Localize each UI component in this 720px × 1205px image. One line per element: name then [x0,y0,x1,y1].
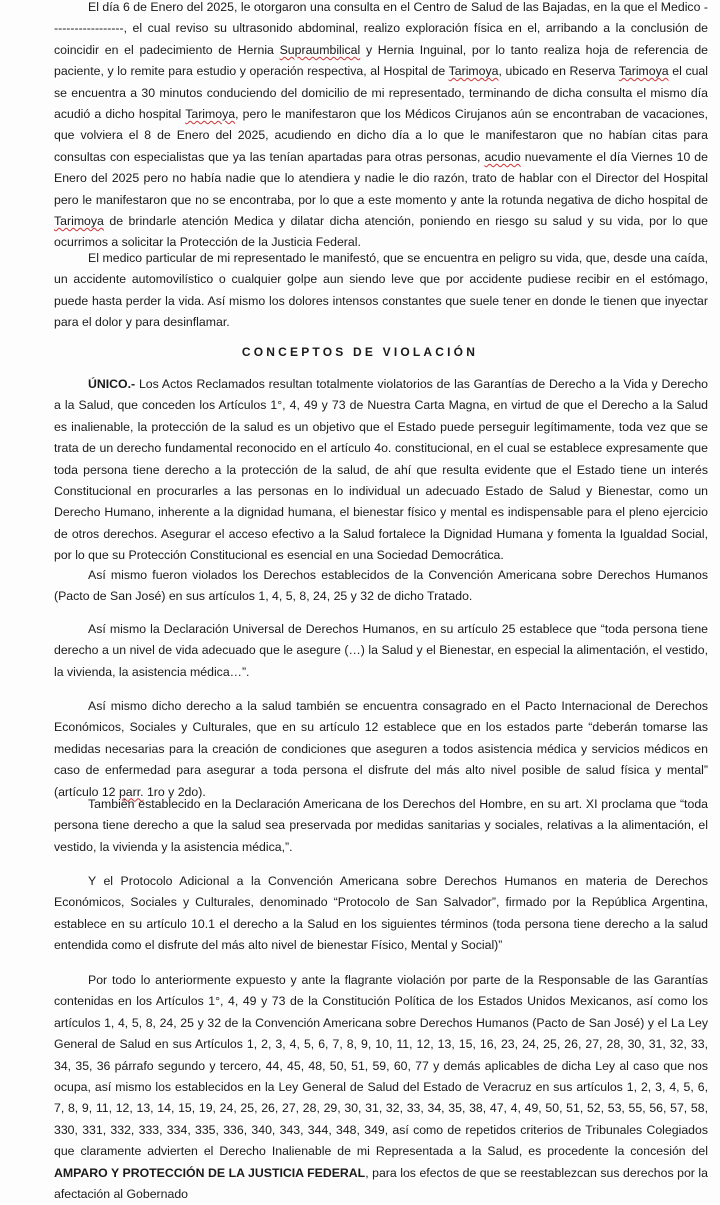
section-heading: CONCEPTOS DE VIOLACIÓN [241,345,479,359]
text-run: , para los efectos de que se reestablezcan sus derechos por la afectación al Gobernado [54,1165,708,1202]
spellcheck-word: Supraumbilical [279,42,361,57]
paragraph-pacto-san-jose: Así mismo fueron violados los Derechos establecidos de la Convención Americana sobre Derechos Humanos (Pacto de San José) en sus artículos 1, 4, 5, 8, 24, 25 y 32 de dicho Tratado. [54,568,708,604]
spellcheck-word: Tarimoya [185,107,236,122]
paragraph-declaracion-americana: También establecido en la Declaración Americana de los Derechos del Hombre, en su art. XI proclama que “toda persona tiene derecho a que la salud sea preservada por medidas sanitarias y sociales, relativas a la alimentación, el vestido, la vivienda y la asistencia médica,”. [54,797,708,854]
spellcheck-word: acudio [484,149,521,164]
text-run: nuevamente el día Viernes 10 de Enero del 2025 pero no había nadie que lo atendiera y nadie le dio razón, trato de hablar con el Director del Hospital pero le manifestaron que no se encontraba, por lo que a este momento y ante la rotunda negativa de dicho hospital de [54,149,708,207]
text-run: , ubicado en Reserva [498,64,619,79]
paragraph-unico [54,374,708,567]
spellcheck-word: parr. [118,784,144,799]
spellcheck-word: Tarimoya [54,214,104,229]
text-run: 1ro y 2do). [143,784,206,799]
paragraph-conclusion [54,970,708,1205]
text-run: Por todo lo anteriormente expuesto y ante la flagrante violación por parte de la Responsable de las Garantías contenidas en los Artículos 1°, 4, 49 y 73 de la Constitución Política de los Estados Unidos Mexicanos, así como los artículos 1, 4, 5, 8, 24, 25 y 32 de la Convención Americana sobre Derechos Humanos (Pacto de San José) y el La Ley General de Salud en sus Artículos 1, 2, 3, 4, 5, 6, 7, 8, 9, 10, 11, 12, 13, 15, 16, 23, 24, 25, 26, 27, 28, 30, 31, 32, 33, 34, 35, 36 párrafo segundo y tercero, 44, 45, 48, 50, 51, 59, 60, 77 y demás aplicables de dicha Ley al caso que nos ocupa, así mismo los establecidos en la Ley General de Salud del Estado de Veracruz en sus artículos 1, 2, 3, 4, 5, 6, 7, 8, 9, 11, 12, 13, 14, 15, 19, 24, 25, 26, 27, 28, 29, 30, 31, 32, 33, 34, 35, 38, 47, 4, 49, 50, 51, 52, 53, 55, 56, 57, 58, 330, 331, 332, 333, 334, 335, 336, 340, 343, 344, 348, 349, así como de repetidos criterios de Tribunales Colegiados que claramente advierten el Derecho Inalienable de mi Representada a la Salud, es procedente la concesión del [54,973,708,1159]
paragraph-protocolo-san-salvador: Y el Protocolo Adicional a la Convención Americana sobre Derechos Humanos en materia de Derechos Económicos, Sociales y Culturales, denominado “Protocolo de San Salvador”, firmado por la República Argentina, establece en su artículo 10.1 el derecho a la Salud en los siguientes términos (toda persona tiene derecho a la salud entendida como el disfrute del más alto nivel de bienestar Físico, Mental y Social)” [54,874,708,953]
spellcheck-word: Tarimoya [618,64,669,79]
paragraph-pacto-internacional [54,696,708,803]
spellcheck-word: Tarimoya [448,64,499,79]
text-run: Así mismo dicho derecho a la salud también se encuentra consagrado en el Pacto Internacional de Derechos Económicos, Sociales y Culturales, que en su artículo 12 establece que en los estados parte “deberán tomarse las medidas necesarias para la creación de condiciones que aseguren a todos asistencia médica y servicios médicos en caso de enfermedad para asegurar a toda persona el disfrute del más alto nivel posible de salud física y mental” (artículo 12 [54,699,708,799]
paragraph-declaracion-universal: Así mismo la Declaración Universal de Derechos Humanos, en su artículo 25 establece que “toda persona tiene derecho a un nivel de vida adecuado que le asegure (…) la Salud y el Bienestar, en especial la alimentación, el vestido, la vivienda, la asistencia médica…”. [54,622,708,679]
text-run: de brindarle atención Medica y dilatar dicha atención, poniendo en riesgo su salud y su vida, por lo que ocurrimos a solicitar la Protección de la Justicia Federal. [54,214,708,250]
text-run: El día 6 de Enero del 2025, le otorgaron una consulta en el Centro de Salud de las Bajadas, en la que el Medico ------------------, el cual reviso su ultrasonido abdominal, realizo exploración física en el, arribando a la conclusión de coincidir en el padecimiento de Hernia [54,0,708,57]
paragraph-consultation-narrative [54,0,708,254]
text-run: y Hernia Inguinal, por lo tanto realiza hoja de referencia de paciente, y lo remite para estudio y operación respectiva, al Hospital de [54,42,708,79]
text-run: Los Actos Reclamados resultan totalmente violatorios de las Garantías de Derecho a la Vida y Derecho a la Salud, que conceden los Artículos 1°, 4, 49 y 73 de Nuestra Carta Magna, en virtud de que el Derecho a la Salud es inalienable, la protección de la salud es un objetivo que el Estado puede perseguir legítimamente, toda vez que se trata de un derecho fundamental reconocido en el artículo 4o. constitucional, en el cual se establece expresamente que toda persona tiene derecho a la protección de la salud, de ahí que resulta evidente que el Estado tiene un interés Constitucional en procurarles a las personas en lo individual un adecuado Estado de Salud y Bienestar, como un Derecho Humano, inherente a la dignidad humana, el bienestar físico y mental es indispensable para el pleno ejercicio de otros derechos. Asegurar el acceso efectivo a la Salud fortalece la Dignidad Humana y fomenta la Igualdad Social, por lo que su Protección Constitucional es esencial en una Sociedad Democrática. [54,377,708,563]
paragraph-lead: ÚNICO.- [88,377,136,391]
bold-phrase: AMPARO Y PROTECCIÓN DE LA JUSTICIA FEDERAL [54,1165,366,1180]
text-run: el cual se encuentra a 30 minutos conduciendo del domicilio de mi representado, terminando de dicha consulta el mismo día acudió a dicho hospital [54,64,708,122]
text-run: , pero le manifestaron que los Médicos Cirujanos aún se encontraban de vacaciones, que volviera el 8 de Enero del 2025, acudiendo en dicho día a lo que le manifestaron que no habían citas para consultas con especialistas que ya las tenían apartadas para otras personas, [54,107,708,164]
paragraph-medical-risk: El medico particular de mi representado le manifestó, que se encuentra en peligro su vida, que, desde una caída, un accidente automovilístico o cualquier golpe aun siendo leve que por accidente pudiese recibir en el estómago, puede hasta perder la vida. Así mismo los dolores intensos constantes que suele tener en donde le tienen que inyectar para el dolor y para desinflamar. [54,251,708,330]
